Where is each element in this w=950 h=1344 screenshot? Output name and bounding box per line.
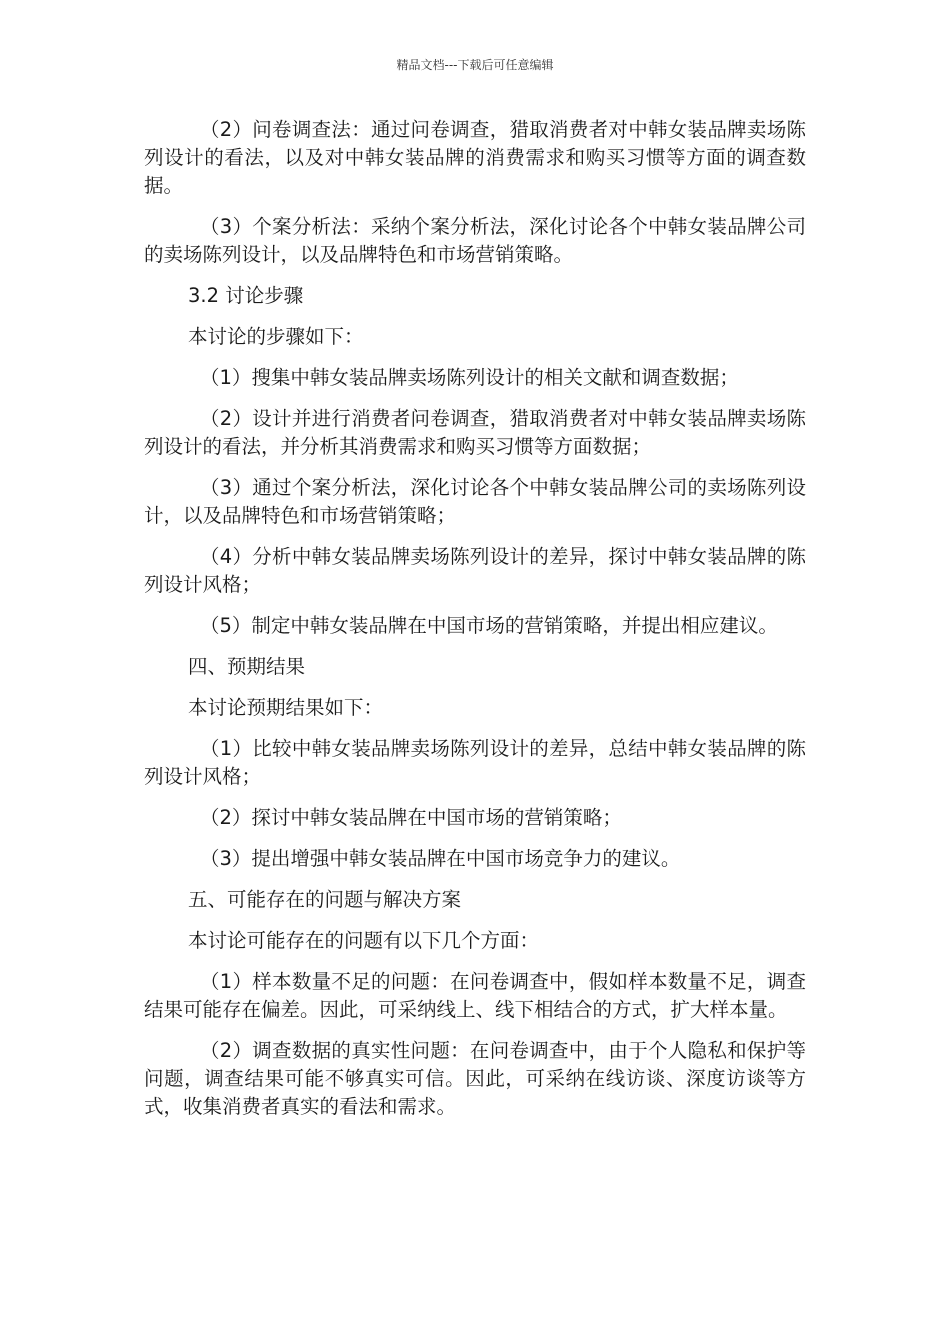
list-item-result-1: （1）比较中韩女装品牌卖场陈列设计的差异，总结中韩女装品牌的陈列设计风格； bbox=[144, 737, 806, 788]
paragraph-method-case-analysis: （3）个案分析法：采纳个案分析法，深化讨论各个中韩女装品牌公司的卖场陈列设计，以及品牌特色和市场营销策略。 bbox=[144, 215, 806, 266]
paragraph-results-intro: 本讨论预期结果如下： bbox=[188, 696, 384, 719]
list-item-problem-2: （2）调查数据的真实性问题：在问卷调查中，由于个人隐私和保护等问题，调查结果可能不够真实可信。因此，可采纳在线访谈、深度访谈等方式，收集消费者真实的看法和需求。 bbox=[144, 1039, 806, 1118]
section-heading-steps: 3.2 讨论步骤 bbox=[188, 284, 304, 307]
paragraph-steps-intro: 本讨论的步骤如下： bbox=[188, 325, 364, 348]
page-header: 精品文档---下载后可任意编辑 bbox=[396, 58, 554, 72]
list-item-step-1: （1）搜集中韩女装品牌卖场陈列设计的相关文献和调查数据； bbox=[200, 366, 739, 389]
paragraph-method-questionnaire: （2）问卷调查法：通过问卷调查，猎取消费者对中韩女装品牌卖场陈列设计的看法，以及对中韩女装品牌的消费需求和购买习惯等方面的调查数据。 bbox=[144, 118, 806, 197]
list-item-step-2: （2）设计并进行消费者问卷调查，猎取消费者对中韩女装品牌卖场陈列设计的看法，并分析其消费需求和购买习惯等方面数据； bbox=[144, 407, 806, 458]
list-item-result-2: （2）探讨中韩女装品牌在中国市场的营销策略； bbox=[200, 806, 622, 829]
section-heading-expected-results: 四、预期结果 bbox=[188, 655, 306, 678]
list-item-result-3: （3）提出增强中韩女装品牌在中国市场竞争力的建议。 bbox=[200, 847, 681, 870]
document-body bbox=[144, 116, 806, 1134]
section-heading-problems: 五、可能存在的问题与解决方案 bbox=[188, 888, 462, 911]
list-item-step-3: （3）通过个案分析法，深化讨论各个中韩女装品牌公司的卖场陈列设计，以及品牌特色和市场营销策略； bbox=[144, 476, 806, 527]
list-item-step-4: （4）分析中韩女装品牌卖场陈列设计的差异，探讨中韩女装品牌的陈列设计风格； bbox=[144, 545, 806, 596]
list-item-problem-1: （1）样本数量不足的问题：在问卷调查中，假如样本数量不足，调查结果可能存在偏差。因此，可采纳线上、线下相结合的方式，扩大样本量。 bbox=[144, 970, 806, 1021]
paragraph-problems-intro: 本讨论可能存在的问题有以下几个方面： bbox=[188, 929, 540, 952]
list-item-step-5: （5）制定中韩女装品牌在中国市场的营销策略，并提出相应建议。 bbox=[200, 614, 778, 637]
